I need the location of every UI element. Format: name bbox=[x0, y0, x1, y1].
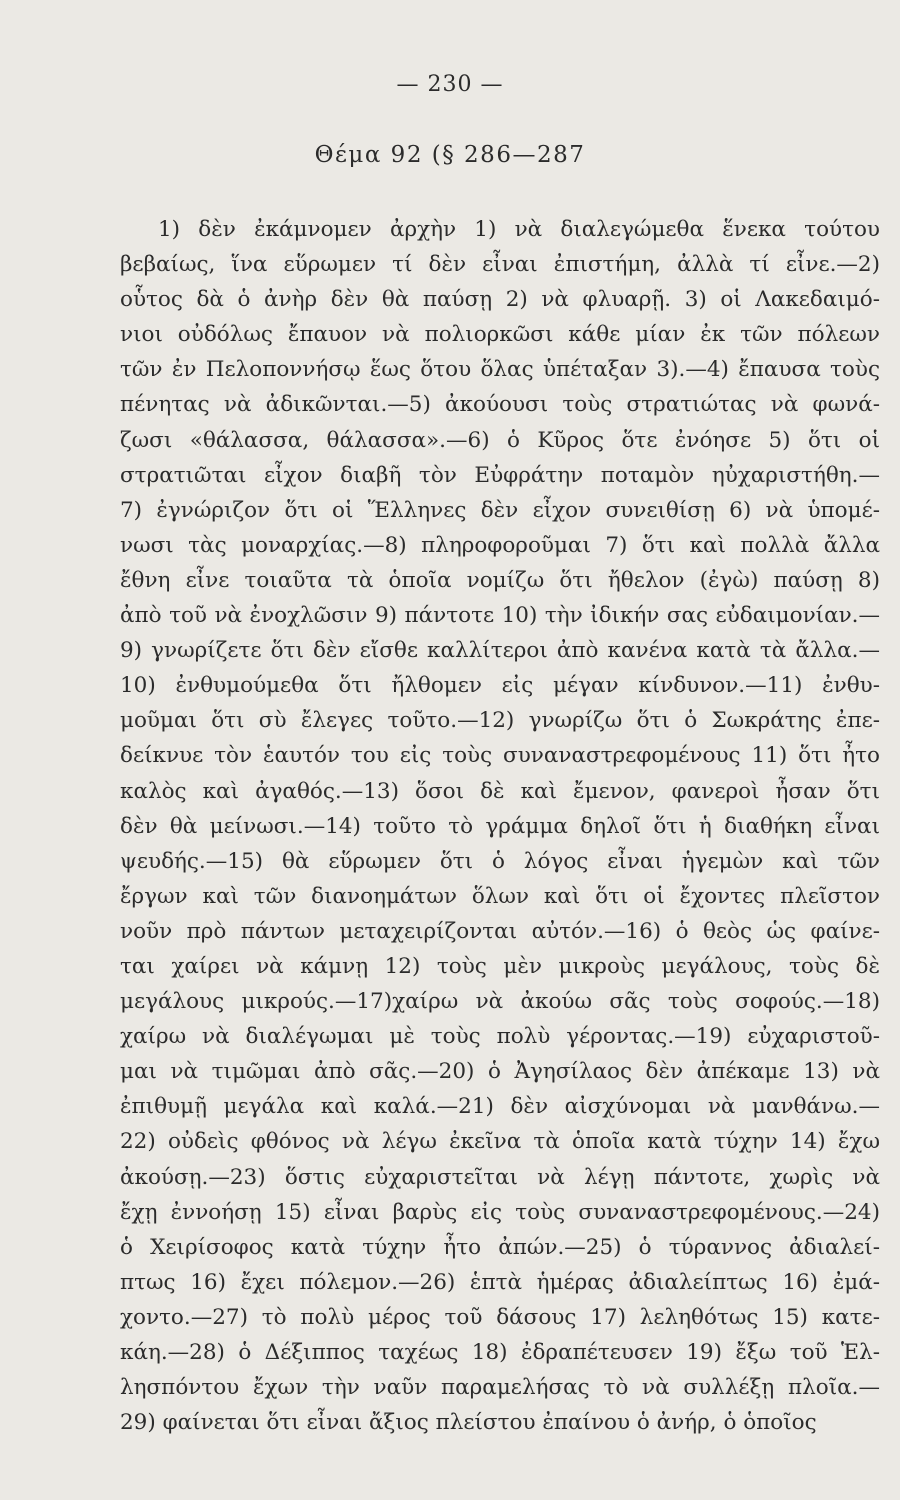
text-line: νιοι οὐδόλως ἔπαυον νὰ πολιορκῶσι κάθε μίαν ἐκ τῶν πόλεων bbox=[120, 322, 880, 348]
text-line: 1) δὲν ἐκάμνομεν ἀρχὴν 1) νὰ διαλεγώμεθα ἕνεκα τούτου bbox=[158, 217, 880, 242]
exercise-heading: Θέμα 92 (§ 286—287 bbox=[314, 142, 586, 168]
text-line: ἀπὸ τοῦ νὰ ἐνοχλῶσιν 9) πάντοτε 10) τὴν ἰδικήν σας εὐδαιμονίαν.— bbox=[120, 603, 880, 629]
text-line: ἔθνη εἶνε τοιαῦτα τὰ ὁποῖα νομίζω ὅτι ἤθελον (ἐγὼ) παύσῃ 8) bbox=[120, 567, 880, 593]
text-line: ἔργων καὶ τῶν διανοημάτων ὅλων καὶ ὅτι οἱ ἔχοντες πλεῖστον bbox=[120, 883, 880, 909]
exercise-text bbox=[120, 212, 880, 1440]
text-line: ὁ Χειρίσοφος κατὰ τύχην ἦτο ἀπών.—25) ὁ τύραννος ἀδιαλεί- bbox=[120, 1234, 880, 1260]
text-line: ἀκούσῃ.—23) ὅστις εὐχαριστεῖται νὰ λέγῃ πάντοτε, χωρὶς νὰ bbox=[120, 1164, 880, 1190]
text-line: 9) γνωρίζετε ὅτι δὲν εἴσθε καλλίτεροι ἀπὸ κανένα κατὰ τὰ ἄλλα.— bbox=[120, 638, 880, 664]
text-line: κάη.—28) ὁ Δέξιππος ταχέως 18) ἐδραπέτευσεν 19) ἔξω τοῦ Ἑλ- bbox=[120, 1340, 880, 1365]
text-line: 22) οὐδεὶς φθόνος νὰ λέγω ἐκεῖνα τὰ ὁποῖα κατὰ τύχην 14) ἔχω bbox=[120, 1129, 880, 1155]
text-line: νοῦν πρὸ πάντων μεταχειρίζονται αὐτόν.—16) ὁ θεὸς ὡς φαίνε- bbox=[120, 918, 880, 944]
text-line: 10) ἐνθυμούμεθα ὅτι ἤλθομεν εἰς μέγαν κίνδυνον.—11) ἐνθυ- bbox=[120, 673, 880, 699]
text-line: καλὸς καὶ ἀγαθός.—13) ὅσοι δὲ καὶ ἔμενον, φανεροὶ ἦσαν ὅτι bbox=[120, 778, 880, 804]
text-line: ται χαίρει νὰ κάμνῃ 12) τοὺς μὲν μικροὺς μεγάλους, τοὺς δὲ bbox=[120, 953, 880, 979]
text-line: πένητας νὰ ἀδικῶνται.—5) ἀκούουσι τοὺς στρατιώτας νὰ φωνά- bbox=[120, 392, 880, 418]
text-line: λησπόντου ἔχων τὴν ναῦν παραμελήσας τὸ νὰ συλλέξῃ πλοῖα.— bbox=[120, 1375, 880, 1401]
text-line: χαίρω νὰ διαλέγωμαι μὲ τοὺς πολὺ γέροντας.—19) εὐχαριστοῦ- bbox=[120, 1024, 880, 1050]
text-line: μεγάλους μικρούς.—17)χαίρω νὰ ἀκούω σᾶς τοὺς σοφούς.—18) bbox=[120, 989, 880, 1015]
text-line: δὲν θὰ μείνωσι.—14) τοῦτο τὸ γράμμα δηλοῖ ὅτι ἡ διαθήκη εἶναι bbox=[120, 813, 880, 839]
text-line: ζωσι «θάλασσα, θάλασσα».—6) ὁ Κῦρος ὅτε ἐνόησε 5) ὅτι οἱ bbox=[120, 427, 880, 453]
text-line: ἐπιθυμῇ μεγάλα καὶ καλά.—21) δὲν αἰσχύνομαι νὰ μανθάνω.— bbox=[120, 1094, 880, 1120]
text-line: τῶν ἐν Πελοποννήσῳ ἕως ὅτου ὅλας ὑπέταξαν 3).—4) ἔπαυσα τοὺς bbox=[120, 357, 880, 383]
text-line: δείκνυε τὸν ἑαυτόν του εἰς τοὺς συναναστρεφομένους 11) ὅτι ἦτο bbox=[120, 743, 880, 769]
text-line: πτως 16) ἔχει πόλεμον.—26) ἑπτὰ ἡμέρας ἀδιαλείπτως 16) ἐμά- bbox=[120, 1269, 880, 1295]
text-line: 7) ἐγνώριζον ὅτι οἱ Ἕλληνες δὲν εἶχον συνειθίσῃ 6) νὰ ὑπομέ- bbox=[120, 497, 880, 523]
text-line: χοντο.—27) τὸ πολὺ μέρος τοῦ δάσους 17) λεληθότως 15) κατε- bbox=[120, 1304, 880, 1330]
text-line: μαι νὰ τιμῶμαι ἀπὸ σᾶς.—20) ὁ Ἀγησίλαος δὲν ἀπέκαμε 13) νὰ bbox=[120, 1059, 880, 1085]
text-line: οὗτος δὰ ὁ ἀνὴρ δὲν θὰ παύσῃ 2) νὰ φλυαρῇ. 3) οἱ Λακεδαιμό- bbox=[120, 287, 880, 313]
text-line: 29) φαίνεται ὅτι εἶναι ἄξιος πλείστου ἐπαίνου ὁ ἀνήρ, ὁ ὁποῖος bbox=[120, 1410, 817, 1436]
text-line: ψευδής.—15) θὰ εὕρωμεν ὅτι ὁ λόγος εἶναι ἡγεμὼν καὶ τῶν bbox=[120, 848, 880, 874]
text-line: βεβαίως, ἵνα εὕρωμεν τί δὲν εἶναι ἐπιστήμη, ἀλλὰ τί εἶνε.—2) bbox=[120, 252, 880, 278]
text-line: νωσι τὰς μοναρχίας.—8) πληροφοροῦμαι 7) ὅτι καὶ πολλὰ ἄλλα bbox=[120, 532, 880, 558]
text-line: στρατιῶται εἶχον διαβῆ τὸν Εὐφράτην ποταμὸν ηὐχαριστήθη.— bbox=[120, 462, 880, 488]
text-line: ἔχῃ ἐννοήσῃ 15) εἶναι βαρὺς εἰς τοὺς συναναστρεφομένους.—24) bbox=[120, 1199, 880, 1225]
page-number: — 230 — bbox=[396, 72, 504, 97]
text-line: μοῦμαι ὅτι σὺ ἔλεγες τοῦτο.—12) γνωρίζω ὅτι ὁ Σωκράτης ἐπε- bbox=[120, 708, 880, 734]
